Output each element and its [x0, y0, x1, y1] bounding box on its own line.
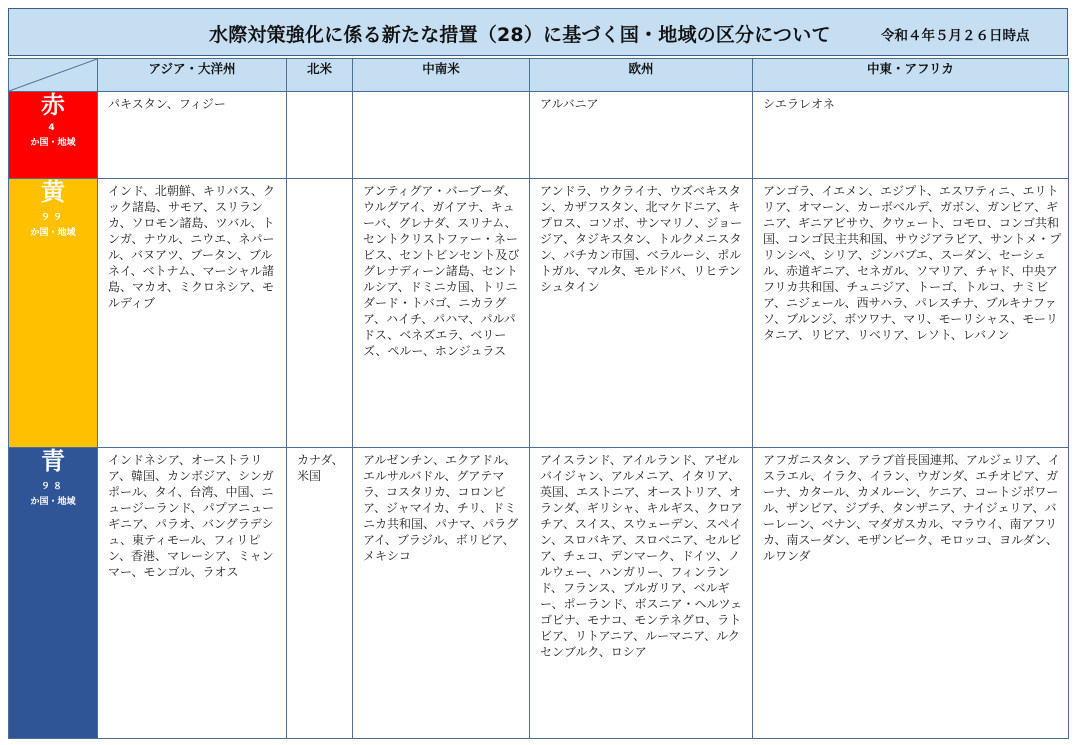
country-list: カナダ、米国: [297, 453, 344, 483]
country-list: アルバニア: [540, 97, 599, 111]
country-list: インドネシア、オーストラリア、韓国、カンボジア、シンガポール、タイ、台湾、中国、ニュージーランド、パプアニューギニア、パラオ、バングラデシュ、東ティモール、フィリピン、香港、マレーシア、ミャンマー、モンゴル、ラオス: [108, 453, 275, 579]
category-name: 黄: [41, 178, 65, 206]
classification-table: [8, 58, 1069, 739]
country-list: [287, 92, 352, 96]
country-list: アルゼンチン、エクアドル、エルサルバドル、グアテマラ、コスタリカ、コロンビア、ジャマイカ、チリ、ドミニカ共和国、パナマ、パラグアイ、ブラジル、ボリビア、メキシコ: [363, 453, 519, 563]
country-list: アンドラ、ウクライナ、ウズベキスタン、カザフスタン、北マケドニア、キプロス、コソボ、サンマリノ、ジョージア、タジキスタン、トルクメニスタン、バチカン市国、ベラルーシ、ポルトガル、マルタ、モルドバ、リヒテンシュタイン: [540, 184, 743, 294]
cell-yellow-europe: [530, 179, 753, 448]
column-header-asia-oceania: アジア・大洋州: [98, 59, 287, 92]
row-yellow: [9, 179, 1069, 448]
category-name: 青: [41, 447, 65, 475]
cell-blue-middle-east-africa: [753, 448, 1069, 739]
country-list: アフガニスタン、アラブ首長国連邦、アルジェリア、イスラエル、イラク、イラン、ウガンダ、エチオピア、ガーナ、カタール、カメルーン、ケニア、コートジボワール、ザンビア、ジブチ、タンザニア、ナイジェリア、バーレーン、ベナン、マダガスカル、マラウイ、南アフリカ、南スーダン、モザンビーク、モロッコ、ヨルダン、ルワンダ: [763, 453, 1060, 563]
country-list: シエラレオネ: [763, 97, 835, 111]
category-blue: [9, 448, 98, 739]
category-name: 赤: [41, 91, 65, 119]
cell-red-europe: [530, 92, 753, 179]
cell-red-latin-america: [353, 92, 530, 179]
row-blue: [9, 448, 1069, 739]
country-list: アンゴラ、イエメン、エジプト、エスワティニ、エリトリア、オマーン、カーボベルデ、ガボン、ガンビア、ギニア、ギニアビサウ、クウェート、コモロ、コンゴ共和国、コンゴ民主共和国、サウジアラビア、サントメ・プリンシペ、シリア、ジンバブエ、スーダン、セーシェル、赤道ギニア、セネガル、ソマリア、チャド、中央アフリカ共和国、チュニジア、トーゴ、トルコ、ナミビア、ニジェール、西サハラ、パレスチナ、ブルキナファソ、ブルンジ、ボツワナ、マリ、モーリシャス、モーリタニア、リビア、リベリア、レソト、レバノン: [763, 184, 1062, 342]
category-unit: か国・地域: [30, 497, 76, 508]
category-unit: か国・地域: [30, 138, 76, 149]
category-count: ９８: [40, 482, 65, 493]
cell-blue-europe: [530, 448, 753, 739]
cell-red-middle-east-africa: [753, 92, 1069, 179]
cell-blue-latin-america: [353, 448, 530, 739]
country-list: パキスタン、フィジー: [108, 97, 226, 111]
cell-yellow-latin-america: [353, 179, 530, 448]
column-header-north-america: 北米: [287, 59, 353, 92]
column-header-europe: 欧州: [530, 59, 753, 92]
category-unit: か国・地域: [30, 228, 76, 239]
country-list: [353, 92, 529, 96]
category-count: ９９: [40, 213, 65, 224]
title-bar: [8, 8, 1068, 56]
corner-cell: [9, 59, 98, 92]
as-of-date: 令和４年５月２６日時点: [881, 28, 1030, 44]
cell-yellow-asia-oceania: [98, 179, 287, 448]
diagonal-line: [9, 59, 97, 91]
category-yellow: [9, 179, 98, 448]
cell-yellow-north-america: [287, 179, 353, 448]
category-count: 4: [48, 123, 58, 134]
category-red: [9, 92, 98, 179]
column-header-middle-east-africa: 中東・アフリカ: [753, 59, 1069, 92]
country-list: インド、北朝鮮、キリバス、クック諸島、サモア、スリランカ、ソロモン諸島、ツバル、トンガ、ナウル、ニウエ、ネパール、バヌアツ、ブータン、ブルネイ、ベトナム、マーシャル諸島、マカオ、ミクロネシア、モルディブ: [108, 184, 275, 310]
country-list: アンティグア・バーブーダ、ウルグアイ、ガイアナ、キューバ、グレナダ、スリナム、セントクリストファー・ネービス、セントビンセント及びグレナディーン諸島、セントルシア、ドミニカ国、トリニダード・トバゴ、ニカラグア、ハイチ、パハマ、パルパドス、ベネズエラ、ベリーズ、ペルー、ホンジュラス: [363, 184, 520, 358]
document-frame: [8, 8, 1070, 734]
page-title: 水際対策強化に係る新たな措置（28）に基づく国・地域の区分について: [209, 24, 831, 46]
cell-blue-asia-oceania: [98, 448, 287, 739]
country-list: [287, 179, 352, 183]
cell-blue-north-america: [287, 448, 353, 739]
column-header-latin-america: 中南米: [353, 59, 530, 92]
row-red: [9, 92, 1069, 179]
country-list: アイスランド、アイルランド、アゼルバイジャン、アルメニア、イタリア、英国、エストニア、オーストリア、オランダ、ギリシャ、キルギス、クロアチア、スイス、スウェーデン、スペイン、スロバキア、スロベニア、セルビア、チェコ、デンマーク、ドイツ、ノルウェー、ハンガリー、フィンランド、フランス、ブルガリア、ベルギー、ポーランド、ボスニア・ヘルツェゴビナ、モナコ、モンテネグロ、ラトビア、リトアニア、ルーマニア、ルクセンブルク、ロシア: [540, 453, 743, 659]
cell-red-asia-oceania: [98, 92, 287, 179]
cell-red-north-america: [287, 92, 353, 179]
header-row: [9, 59, 1069, 92]
cell-yellow-middle-east-africa: [753, 179, 1069, 448]
